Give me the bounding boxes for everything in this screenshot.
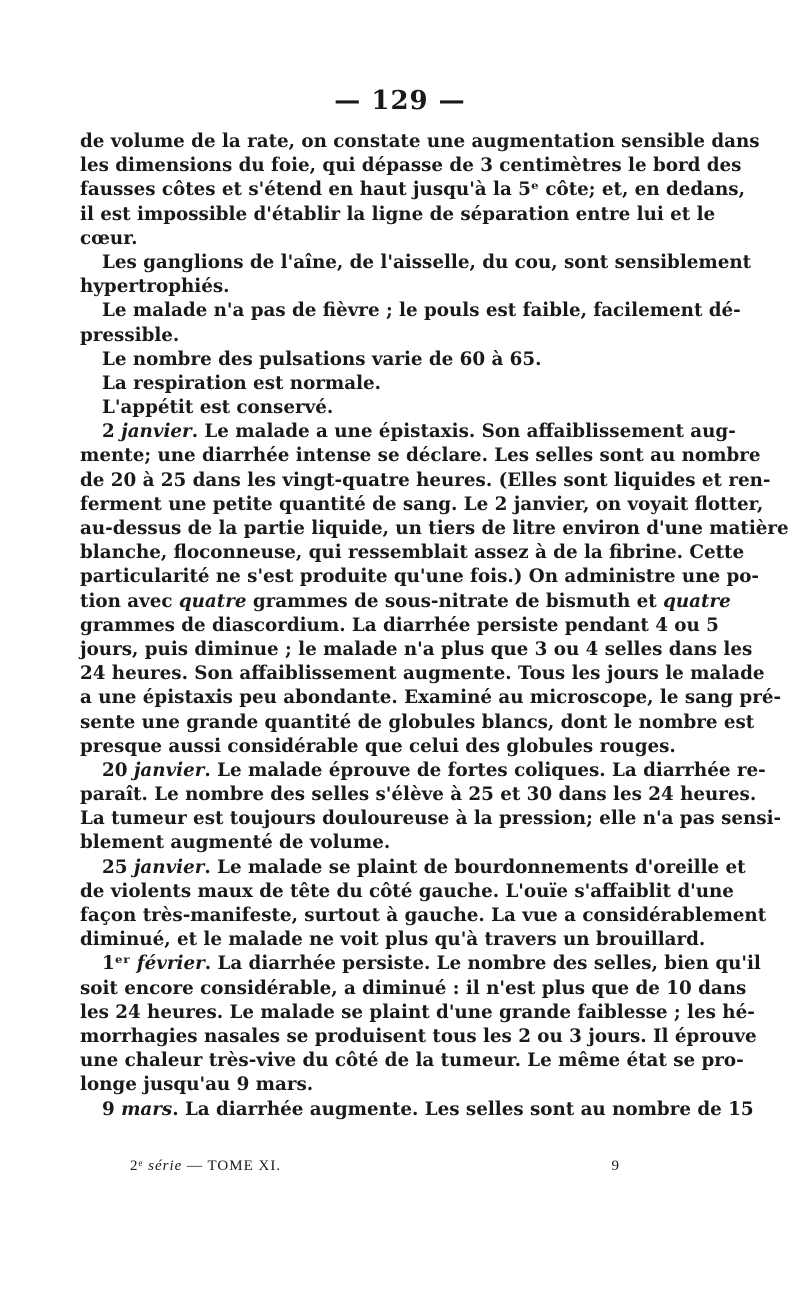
text-line — [80, 1073, 682, 1097]
footer-signature: 9 — [611, 1158, 620, 1174]
text-run: La tumeur est toujours douloureuse à la pression; elle n'a pas sensi- — [80, 808, 782, 830]
text-line — [80, 469, 771, 493]
text-line — [80, 154, 742, 178]
text-line — [80, 783, 757, 807]
footer-series-word: série — [148, 1158, 183, 1174]
text-run: grammes de diascordium. La diarrhée persiste pendant 4 ou 5 — [80, 614, 719, 636]
text-run: Le malade n'a pas de fièvre ; le pouls est faible, facilement dé- — [102, 300, 741, 322]
text-line — [80, 251, 752, 275]
text-run: façon très-manifeste, surtout à gauche. La vue a considérablement — [80, 905, 767, 926]
text-run: 1ᵉʳ — [102, 953, 137, 975]
text-line — [80, 517, 789, 541]
text-run: . La diarrhée persiste. Le nombre des selles, bien qu'il — [204, 953, 761, 975]
text-run: ferment une petite quantité de sang. Le 2 janvier, on voyait flotter, — [80, 493, 764, 515]
text-run: morrhagies nasales se produisent tous les 2 ou 3 jours. Il éprouve — [80, 1025, 757, 1047]
text-run: a une épistaxis peu abondante. Examiné au microscope, le sang pré- — [80, 687, 782, 709]
italic-text: quatre — [663, 590, 731, 612]
text-line — [80, 541, 745, 565]
text-line — [80, 227, 682, 251]
text-run: pressible. — [80, 324, 180, 346]
text-run: grammes de sous-nitrate de bismuth et — [246, 590, 664, 612]
text-line — [80, 203, 716, 227]
text-line — [80, 807, 782, 831]
text-run: tion avec — [80, 590, 179, 612]
text-run: de 20 à 25 dans les vingt-quatre heures. (Elles sont liquides et ren- — [80, 469, 771, 491]
text-run: presque aussi considérable que celui des globules rouges. — [80, 735, 676, 757]
text-run: soit encore considérable, a diminué : il n'est plus que de 10 dans — [80, 977, 747, 999]
text-run: 9 — [102, 1098, 122, 1120]
text-line — [80, 178, 745, 202]
text-run: La respiration est normale. — [102, 372, 382, 394]
text-run: les dimensions du foie, qui dépasse de 3 centimètres le bord des — [80, 155, 742, 177]
text-line — [80, 928, 706, 952]
italic-text: février — [136, 953, 205, 975]
text-line — [80, 686, 782, 710]
text-run: 24 heures. Son affaiblissement augmente. Tous les jours le malade — [80, 663, 765, 685]
text-line — [80, 1049, 744, 1073]
text-run: fausses côtes et s'étend en haut jusqu'à la 5ᵉ côte; et, en dedans, — [80, 179, 745, 201]
italic-text: mars — [121, 1098, 173, 1120]
text-run: particularité ne s'est produite qu'une fois.) On administre une po- — [80, 566, 760, 588]
text-line — [80, 130, 760, 154]
text-run: Le nombre des pulsations varie de 60 à 65. — [102, 348, 542, 370]
text-run: hypertrophiés. — [80, 276, 230, 298]
text-run: . Le malade a une épistaxis. Son affaiblissement aug- — [191, 421, 736, 443]
text-run: 20 — [102, 759, 134, 781]
text-line — [80, 275, 682, 299]
text-run: Les ganglions de l'aîne, de l'aisselle, du cou, sont sensiblement — [102, 251, 752, 273]
text-line — [80, 662, 765, 686]
text-run: de violents maux de tête du côté gauche. L'ouïe s'affaiblit d'une — [80, 880, 734, 902]
text-line — [80, 904, 767, 928]
text-line — [80, 759, 766, 783]
text-line — [80, 977, 747, 1001]
text-run: 25 — [102, 856, 134, 878]
footer-series-prefix: 2ᵉ — [130, 1158, 149, 1174]
footer-series — [130, 1158, 281, 1175]
text-run: paraît. Le nombre des selles s'élève à 25 et 30 dans les 24 heures. — [80, 784, 757, 806]
text-line — [80, 1001, 755, 1025]
text-run: blanche, floconneuse, qui ressemblait assez à de la fibrine. Cette — [80, 542, 745, 564]
italic-text: janvier — [133, 759, 205, 781]
text-run: sente une grande quantité de globules blancs, dont le nombre est — [80, 711, 755, 733]
text-line — [80, 324, 682, 348]
text-run: au-dessus de la partie liquide, un tiers de litre environ d'une matière — [80, 518, 789, 539]
text-run: il est impossible d'établir la ligne de séparation entre lui et le — [80, 203, 716, 225]
text-line — [80, 711, 755, 735]
text-line — [80, 856, 746, 880]
text-line — [80, 880, 734, 904]
page-number: — 129 — — [334, 86, 466, 116]
page-footer — [130, 1158, 620, 1175]
text-line — [80, 348, 682, 372]
text-run: cœur. — [80, 227, 138, 249]
text-run: une chaleur très-vive du côté de la tumeur. Le même état se pro- — [80, 1050, 744, 1072]
text-line — [80, 614, 719, 638]
text-line — [80, 565, 760, 589]
text-run: blement augmenté de volume. — [80, 832, 391, 854]
footer-volume: — TOME XI. — [182, 1158, 282, 1174]
text-line — [80, 1098, 754, 1122]
text-run: jours, puis diminue ; le malade n'a plus que 3 ou 4 selles dans les — [80, 638, 753, 660]
text-line — [80, 831, 682, 855]
text-line — [80, 638, 753, 662]
italic-text: janvier — [133, 856, 205, 878]
text-run: . Le malade éprouve de fortes coliques. La diarrhée re- — [204, 759, 766, 781]
text-line — [80, 1025, 757, 1049]
text-line — [80, 952, 761, 976]
text-line — [80, 420, 736, 444]
text-run: . La diarrhée augmente. Les selles sont au nombre de 15 — [172, 1098, 754, 1120]
italic-text: janvier — [121, 421, 192, 443]
text-line — [80, 735, 682, 759]
text-run: L'appétit est conservé. — [102, 397, 334, 419]
text-line — [80, 590, 731, 614]
text-line — [80, 299, 741, 323]
italic-text: quatre — [178, 590, 247, 612]
text-line — [80, 444, 761, 468]
text-line — [80, 493, 764, 517]
text-run: 2 — [102, 421, 122, 443]
text-run: de volume de la rate, on constate une augmentation sensible dans — [80, 131, 760, 152]
text-line — [80, 396, 682, 420]
text-run: longe jusqu'au 9 mars. — [80, 1074, 314, 1096]
text-run: . Le malade se plaint de bourdonnements d'oreille et — [204, 856, 746, 878]
body-text — [80, 130, 789, 1122]
text-run: les 24 heures. Le malade se plaint d'une grande faiblesse ; les hé- — [80, 1001, 755, 1023]
text-line — [80, 372, 682, 396]
text-run: mente; une diarrhée intense se déclare. Les selles sont au nombre — [80, 445, 761, 467]
text-run: diminué, et le malade ne voit plus qu'à travers un brouillard. — [80, 929, 706, 951]
